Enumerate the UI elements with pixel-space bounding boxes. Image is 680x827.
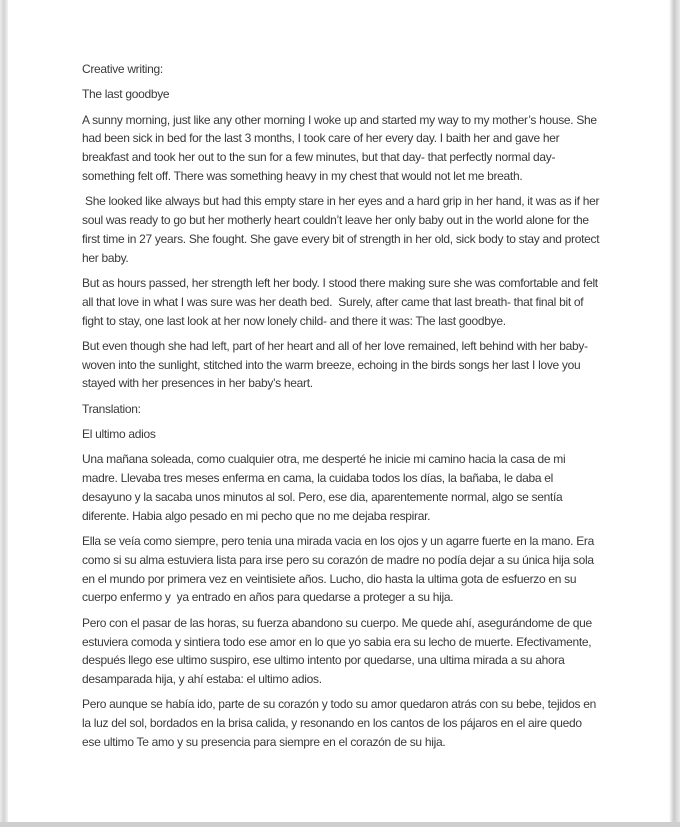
english-paragraph-4: But even though she had left, part of her heart and all of her love remained, left behind with her baby- woven into the sunlight, stitched into the warm breeze, echoing in the birds songs her last I love you stayed with her presences in her baby’s heart. bbox=[82, 338, 591, 391]
english-paragraph-1: A sunny morning, just like any other morning I woke up and started my way to my mother’s house. She had been sick in bed for the last 3 months, I took care of her every day. I baith her and gave her breakfast and took her out to the sun for a few minutes, but that day- that perfectly normal day- something felt off. There was something heavy in my chest that would not let me breath. bbox=[82, 112, 600, 183]
english-paragraph-3: But as hours passed, her strength left her body. I stood there making sure she was comfortable and felt all that love in what I was sure was her death bed. Surely, after came that last breath- that final bit of fight to stay, one last look at her now lonely child- and there it was: The last goodbye. bbox=[82, 275, 601, 328]
page-edge-right bbox=[669, 0, 680, 827]
spanish-paragraph-2: Ella se veía como siempre, pero tenia una mirada vacia en los ojos y un agarre fuerte en la mano. Era como si su alma estuviera lista para irse pero su corazón de madre no podía dejar a su única hija sola en el mundo por primera vez en veintisiete años. Lucho, dio hasta la ultima gota de esfuerzo en su cuerpo enfermo y ya entrado en años para quedarse a proteger a su hija. bbox=[82, 534, 598, 605]
page-edge-bottom bbox=[0, 822, 680, 827]
translation-heading: Translation: bbox=[82, 401, 141, 416]
translation-title: El ultimo adios bbox=[82, 427, 156, 442]
document-page bbox=[82, 60, 603, 758]
page-edge-left bbox=[0, 0, 8, 827]
section-heading: Creative writing: bbox=[82, 62, 163, 76]
spanish-paragraph-4: Pero aunque se había ido, parte de su corazón y todo su amor quedaron atrás con su bebe, tejidos en la luz del sol, bordados en la brisa calida, y resonando en los cantos de los pájaros en el aire quedo ese ultimo Te amo y su presencia para siempre en el corazón de su hija. bbox=[82, 697, 600, 749]
spanish-paragraph-3: Pero con el pasar de las horas, su fuerza abandono su cuerpo. Me quede ahí, asegurándome de que estuviera comoda y sintiera todo ese amor en lo que yo sabia era su lecho de muerte. Efectivamente, después llego ese ultimo suspiro, ese ultimo intento por quedarse, una ultima mirada a su ahora desamparada hija, y ahí estaba: el ultimo adios. bbox=[82, 615, 595, 687]
spanish-paragraph-1: Una mañana soleada, como cualquier otra, me desperté he inicie mi camino hacia la casa de mi madre. Llevaba tres meses enferma en cama, la cuidaba todos los días, la bañaba, le daba el desayuno y la sacaba unos minutos al sol. Pero, ese dia, aparentemente normal, algo se sentía diferente. Habia algo pesado en mi pecho que no me dejaba respirar. bbox=[82, 452, 569, 523]
story-title: The last goodbye bbox=[82, 87, 170, 102]
english-paragraph-2: She looked like always but had this empty stare in her eyes and a hard grip in her hand, it was as if her soul was ready to go but her motherly heart couldn’t leave her only baby out in the world alone for the first time in 27 years. She fought. She gave every bit of strength in her old, sick body to stay and protect her baby. bbox=[82, 194, 603, 265]
